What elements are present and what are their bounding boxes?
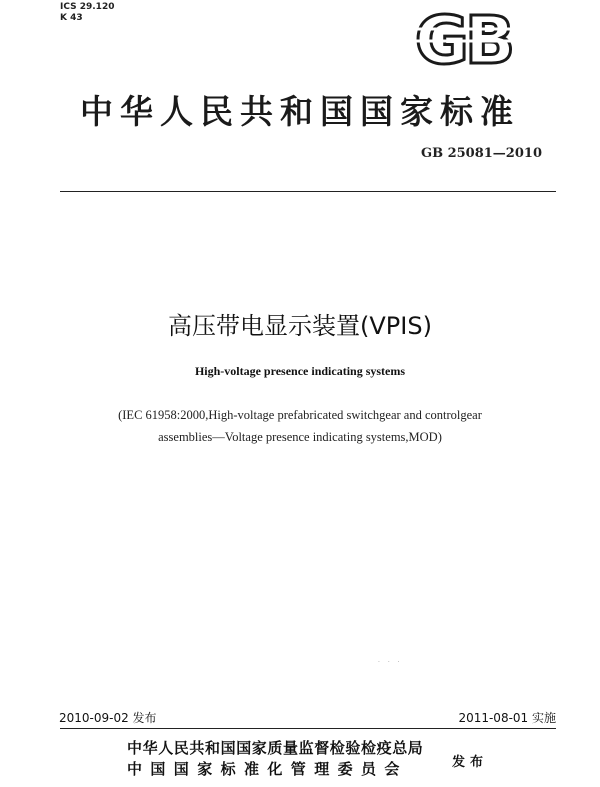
implementation-date: 2011-08-01 实施 [458,711,556,725]
ics-code: ICS 29.120 [60,2,115,12]
gb-logo-text: GB [414,8,512,70]
publish-label: 发布 [452,755,489,770]
title-english: High-voltage presence indicating systems [194,364,406,378]
header-divider [60,191,556,192]
org-title: 中华人民共和国国家标准 [80,92,520,131]
issuing-authorities [127,738,423,780]
classification-codes [60,2,114,24]
issuer-aqsiq: 中华人民共和国国家质量监督检验检疫总局 [127,739,424,757]
standard-number: GB 25081—2010 [420,146,542,161]
issue-date: 2010-09-02 发布 [59,711,157,725]
gb-logo [404,8,522,70]
adoption-line-2: assemblies—Voltage presence indicating systems,MOD) [158,430,442,444]
footer-divider [60,728,556,729]
adoption-line-1: (IEC 61958:2000,High-voltage prefabricated switchgear and controlgear [118,408,482,422]
title-chinese: 高压带电显示装置(VPIS) [168,312,432,340]
ccs-code: K 43 [60,13,83,23]
scan-speck: · · · [378,659,403,666]
adoption-statement [0,404,600,448]
issuer-sac: 中国国家标准化管理委员会 [127,760,408,778]
